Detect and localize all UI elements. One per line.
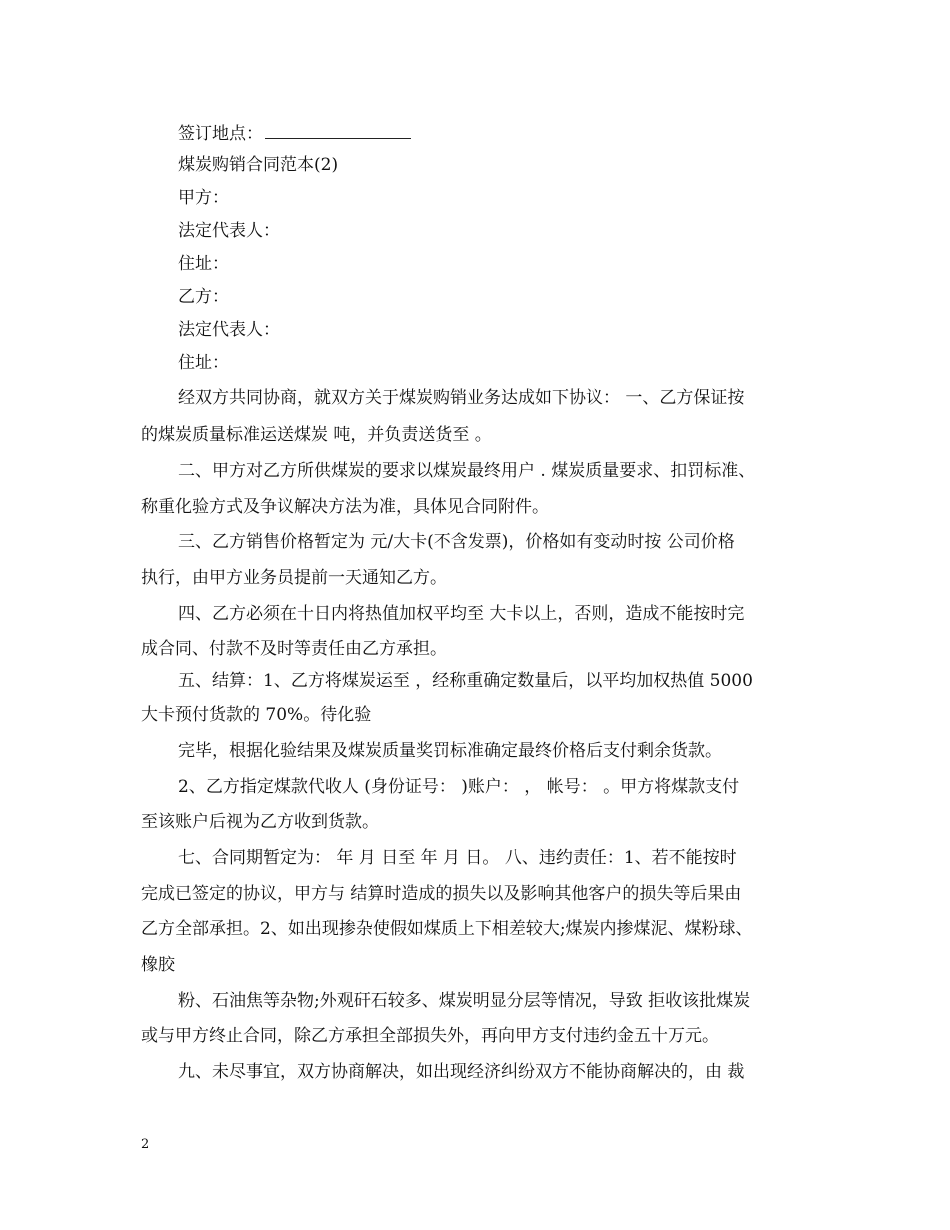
body-line-20: 九、未尽事宜，双方协商解决，如出现经济纠纷双方不能协商解决的，由 裁: [178, 1062, 745, 1082]
body-line-14: 七、合同期暂定为： 年 月 日至 年 月 日。 八、违约责任：1、若不能按时: [178, 848, 737, 868]
body-line-17: 橡胶: [141, 955, 175, 975]
body-line-9: 五、结算：1、乙方将煤炭运至 ，经称重确定数量后，以平均加权热值 5000: [178, 671, 753, 691]
body-line-7: 四、乙方必须在十日内将热值加权平均至 大卡以上，否则，造成不能按时完: [178, 604, 745, 624]
party-b-label: 乙方：: [178, 287, 229, 307]
body-line-16: 乙方全部承担。2、如出现掺杂使假如煤质上下相差较大;煤炭内掺煤泥、煤粉球、: [141, 919, 753, 939]
body-line-5: 三、乙方销售价格暂定为 元/大卡(不含发票)，价格如有变动时按 公司价格: [178, 532, 735, 552]
body-line-6: 执行，由甲方业务员提前一天通知乙方。: [141, 568, 447, 588]
body-line-8: 成合同、付款不及时等责任由乙方承担。: [141, 639, 447, 659]
body-line-12: 2、乙方指定煤款代收人 (身份证号： )账户： ， 帐号： 。甲方将煤款支付: [178, 777, 740, 797]
body-line-13: 至该账户后视为乙方收到货款。: [141, 812, 379, 832]
signing-location-blank: [265, 121, 411, 139]
body-line-11: 完毕，根据化验结果及煤炭质量奖罚标准确定最终价格后支付剩余货款。: [178, 741, 722, 761]
contract-title: 煤炭购销合同范本(2): [178, 155, 339, 175]
party-b-address-label: 住址：: [178, 353, 229, 373]
party-a-address-label: 住址：: [178, 254, 229, 274]
body-line-3: 二、甲方对乙方所供煤炭的要求以煤炭最终用户 . 煤炭质量要求、扣罚标准、: [178, 461, 756, 481]
body-line-1: 经双方共同协商，就双方关于煤炭购销业务达成如下协议： 一、乙方保证按: [178, 388, 745, 408]
party-a-representative-label: 法定代表人：: [178, 221, 280, 241]
party-b-representative-label: 法定代表人：: [178, 320, 280, 340]
signing-location-line: [178, 121, 411, 145]
signing-location-label: 签订地点：: [178, 124, 263, 144]
body-line-2: 的煤炭质量标准运送煤炭 吨，并负责送货至 。: [141, 425, 492, 445]
body-line-18: 粉、石油焦等杂物;外观矸石较多、煤炭明显分层等情况，导致 拒收该批煤炭: [178, 991, 751, 1011]
body-line-15: 完成已签定的协议，甲方与 结算时造成的损失以及影响其他客户的损失等后果由: [141, 884, 742, 904]
body-line-4: 称重化验方式及争议解决方法为准，具体见合同附件。: [141, 497, 549, 517]
body-line-10: 大卡预付货款的 70%。待化验: [141, 705, 372, 725]
party-a-label: 甲方：: [178, 188, 229, 208]
body-line-19: 或与甲方终止合同，除乙方承担全部损失外，再向甲方支付违约金五十万元。: [141, 1026, 719, 1046]
page-number: 2: [141, 1137, 150, 1152]
